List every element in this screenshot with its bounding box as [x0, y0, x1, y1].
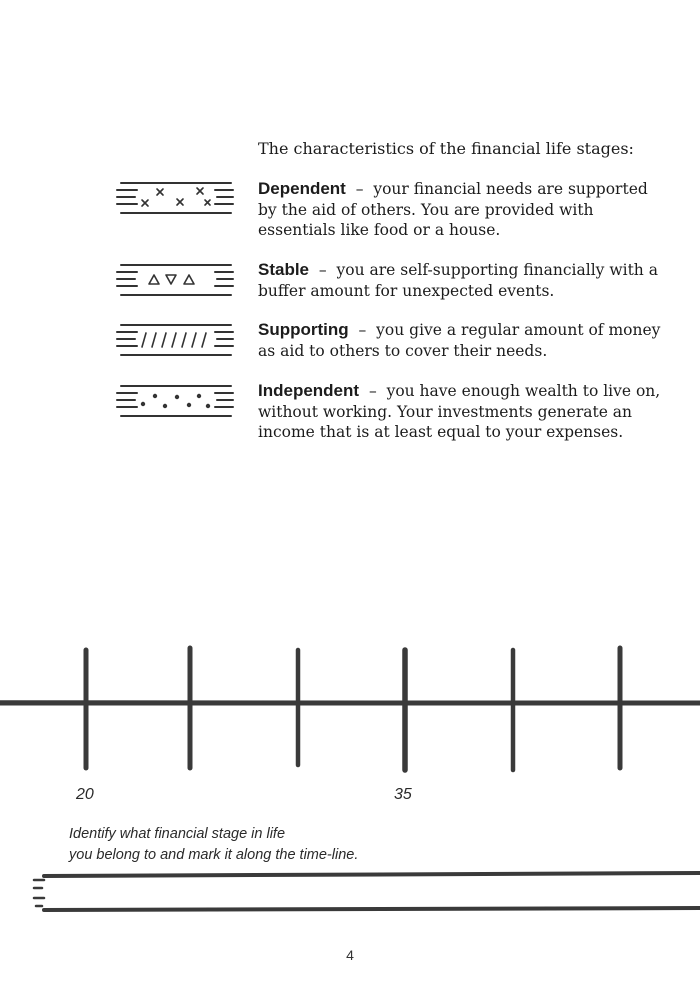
- stage-name: Supporting: [258, 320, 349, 339]
- age-label-35: 35: [394, 786, 412, 803]
- age-label-20: 20: [76, 786, 94, 803]
- stage-description: your financial needs are supported by the aid of others. You are provided with essentials like food or a house.: [258, 180, 648, 239]
- crosses-pattern-icon: [115, 180, 235, 216]
- page-number: 4: [346, 947, 354, 963]
- stage-description: you give a regular amount of money as aid to others to cover their needs.: [258, 321, 661, 360]
- stage-dependent: Dependent – your financial needs are supported by the aid of others. You are provided with essentials like food or a house.: [258, 179, 648, 239]
- dots-pattern-icon: [115, 383, 235, 419]
- answer-lines[interactable]: [30, 868, 700, 918]
- triangles-pattern-icon: [115, 262, 235, 298]
- stage-independent: Independent – you have enough wealth to live on, without working. Your investments generate an income that is at least equal to your expenses.: [258, 381, 661, 441]
- stage-description: you are self-supporting financially with a buffer amount for unexpected events.: [258, 261, 658, 300]
- intro-heading: The characteristics of the financial life stages:: [258, 139, 634, 158]
- stage-stable: Stable – you are self-supporting financially with a buffer amount for unexpected events.: [258, 260, 658, 300]
- stage-name: Dependent: [258, 179, 346, 198]
- instruction-text: Identify what financial stage in life you belong to and mark it along the time-line.: [69, 826, 359, 863]
- stage-name: Independent: [258, 381, 360, 400]
- stage-name: Stable: [258, 260, 310, 279]
- stage-supporting: Supporting – you give a regular amount of money as aid to others to cover their needs.: [258, 320, 661, 360]
- stage-description: you have enough wealth to live on, without working. Your investments generate an income that is at least equal to your expenses.: [258, 382, 661, 441]
- hatch-pattern-icon: [115, 322, 235, 358]
- life-timeline[interactable]: [0, 640, 700, 780]
